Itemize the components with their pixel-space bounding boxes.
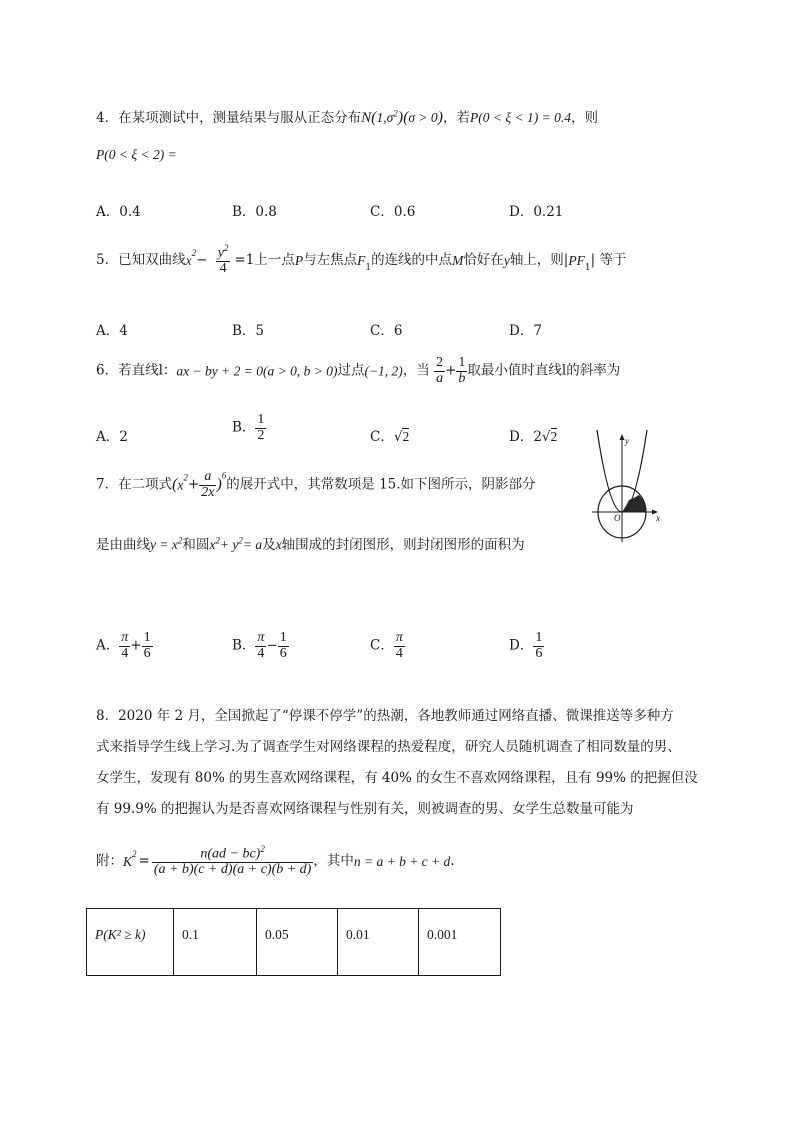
q7-stem-c: 是由曲线	[96, 537, 150, 553]
q4-option-b[interactable]: B．0.8	[232, 204, 277, 220]
q6-stem-d: 取最小值时直线l的斜率为	[467, 362, 621, 379]
q5-PF-sub: 1	[584, 263, 591, 274]
q7-circle-y: + y	[219, 537, 239, 552]
q7-label-x: x	[656, 513, 660, 523]
q7-label-o: O	[614, 513, 621, 523]
q7-circle-y-exp: 2	[238, 535, 243, 546]
q6-option-a[interactable]: A．2	[96, 429, 128, 445]
q6-option-b-den: 2	[257, 427, 265, 443]
q8-table-header: P(K² ≥ k)	[87, 909, 174, 976]
q6-option-b-num: 1	[257, 412, 265, 427]
q6-f1-num: 2	[436, 355, 444, 370]
q7-option-a-n1: π	[121, 630, 129, 645]
q8-table-cell-1: 0.1	[174, 909, 257, 976]
q6-fraction-2	[456, 356, 467, 386]
q7-option-d[interactable]	[509, 631, 544, 661]
q7-binom-exp: 6	[221, 470, 227, 481]
q5-y: y	[217, 245, 224, 261]
q8-where-label: ，其中	[313, 852, 354, 869]
q8-K-exp: 2	[132, 849, 137, 860]
q6-f2-num: 1	[458, 355, 466, 370]
q5-stem-c: 与左焦点	[303, 251, 358, 268]
q7-binom-den: 2x	[201, 484, 215, 500]
q6-option-b-fraction	[255, 413, 266, 443]
q7-option-b-op: −	[266, 637, 278, 654]
q8-line-3: 女学生，发现有 80% 的男生喜欢网络课程，有 40% 的女生不喜欢网络课程，且有 99% 的把握但没	[96, 770, 698, 786]
q5-F-sub: 1	[365, 263, 372, 274]
q7-option-a-n2: 1	[143, 630, 151, 645]
q5-stem-d: 的连线的中点	[371, 251, 453, 268]
q5-y-exp: 2	[223, 243, 229, 253]
q5-x: x	[185, 252, 192, 268]
q8-line-4: 有 99.9% 的把握认为是否喜欢网络课程与性别有关，则被调查的男、女学生总数量可能为	[96, 801, 634, 817]
q6-line-equation: ax − by + 2 = 0(a > 0, b > 0)	[176, 363, 338, 379]
q7-option-d-n1: 1	[535, 630, 543, 645]
q8-table-cell-3: 0.01	[338, 909, 419, 976]
q5-option-a[interactable]: A．4	[96, 323, 128, 339]
q6-point: (−1, 2)	[364, 363, 403, 379]
q7-stem-f: 轴围成的封闭图形，则封闭图形的面积为	[281, 537, 525, 553]
q7-option-a-label: A．	[96, 637, 120, 654]
q7-binom-x-exp: 2	[183, 472, 188, 483]
q7-option-a-frac2	[142, 631, 153, 661]
q7-option-d-frac	[533, 631, 544, 661]
q7-stem-b: 的展开式中，其常数项是 15.如下图所示，阴影部分	[226, 476, 536, 493]
q8-line-2: 式来指导学生线上学习.为了调查学生对网络课程的热爱程度，研究人员随机调查了相同数量的男、	[96, 739, 681, 755]
q6-stem-text: 6．若直线l：	[96, 362, 177, 379]
q7-stem-line1: 7．在二项式($x^2+$ $\frac{a}{2x}$ )$^6$的展开式中，其常数项是 15.如下图所示，阴影部分	[96, 469, 536, 500]
q7-circle-a: = a	[242, 537, 263, 552]
q6-f1-den: a	[436, 370, 444, 386]
q4-stem: 4．在某项测试中，测量结果与服从正态分布$N(1,\sigma^2)(\sigma > 0)$，若P(0 < ξ < 1) = 0.4，则	[96, 108, 598, 126]
q5-option-d[interactable]: D．7	[509, 323, 542, 339]
q7-stem-d: 和圆	[182, 537, 210, 553]
q8-where-eq: n = a + b + c + d	[353, 853, 451, 869]
q7-option-a-d1: 4	[121, 645, 129, 661]
q7-curve-exp: 2	[177, 535, 183, 546]
q5-P: P	[294, 252, 304, 268]
q7-option-a-op: +	[130, 637, 142, 654]
q5-eq1: =1	[234, 251, 255, 268]
q6-option-c-label: C．	[370, 429, 394, 445]
sqrt-icon: √	[541, 429, 551, 445]
q7-option-c-frac	[394, 631, 405, 661]
q7-option-c-d1: 4	[395, 645, 403, 661]
q7-option-c-label: C．	[370, 637, 394, 654]
q7-binom-plus: +	[187, 476, 200, 493]
q8-line-1: 8．2020 年 2 月，全国掀起了“停课不停学”的热潮，各地教师通过网络直播、微课推送等多种方	[96, 708, 674, 724]
q8-K: K	[123, 853, 133, 869]
q7-binom-x: x	[177, 477, 184, 493]
q4-stem-text-b: ，若	[443, 110, 470, 126]
q7-option-b-n1: π	[257, 630, 265, 645]
q5-M: M	[452, 252, 464, 268]
q6-option-c-radicand: 2	[402, 429, 410, 444]
q8-formula-num: n(ad − bc)	[200, 846, 261, 862]
q7-label-y: y	[625, 436, 629, 446]
q5-fraction	[216, 244, 231, 277]
q7-binom-num: a	[199, 470, 216, 486]
q6-option-c[interactable]	[370, 425, 409, 445]
q7-stem-e: 及	[262, 537, 276, 553]
q4-dist-cond: σ > 0	[408, 110, 438, 125]
q7-curve: y = x	[150, 537, 178, 552]
q4-dist-args: 1,σ	[376, 110, 394, 125]
q7-circle-x-exp: 2	[215, 535, 220, 546]
q4-option-a[interactable]: A．0.4	[96, 204, 141, 220]
q4-option-d[interactable]: D．0.21	[509, 204, 564, 220]
q7-option-a-d2: 6	[143, 645, 151, 661]
sqrt-icon: √	[393, 429, 403, 445]
q7-binom-fraction	[199, 470, 216, 500]
q8-eq: =	[138, 852, 150, 869]
q5-option-b[interactable]: B．5	[232, 323, 265, 339]
q7-option-b-n2: 1	[279, 630, 287, 645]
q7-option-b-label: B．	[232, 637, 256, 654]
table-row	[87, 909, 501, 976]
q7-option-b-d1: 4	[257, 645, 265, 661]
q7-option-c[interactable]	[370, 631, 405, 661]
q6-plus: +	[445, 362, 457, 379]
q8-appendix	[96, 845, 455, 878]
q6-option-d-label: D．2	[509, 429, 542, 445]
q6-fraction-1	[434, 356, 445, 386]
q7-option-b[interactable]	[232, 631, 289, 661]
q5-PF: PF	[568, 252, 585, 268]
q7-option-a-frac1	[119, 631, 130, 661]
q8-critical-table	[86, 908, 501, 976]
q5-stem-f: 轴上，则|	[509, 251, 569, 268]
q5-stem-b: 上一点	[254, 251, 295, 268]
q6-option-b[interactable]	[232, 413, 266, 443]
q4-dist-sq: 2	[393, 108, 398, 119]
q7-figure	[584, 428, 664, 546]
q6-f2-den: b	[458, 370, 466, 386]
q5-stem-text: 5．已知双曲线	[96, 251, 186, 268]
q5-option-c[interactable]: C．6	[370, 323, 403, 339]
q6-stem-b: 过点	[337, 362, 365, 379]
q4-dist-symbol: N	[361, 110, 372, 126]
q4-option-c[interactable]: C．0.6	[370, 204, 416, 220]
q7-option-b-frac2	[278, 631, 289, 661]
q6-option-b-label: B．	[232, 419, 256, 436]
q7-option-d-d1: 6	[535, 645, 543, 661]
q8-table-cell-2: 0.05	[257, 909, 338, 976]
q5-F: F	[357, 252, 366, 268]
q8-formula-num-exp: 2	[260, 844, 265, 854]
q6-stem	[96, 356, 620, 386]
q5-yaxis: y	[503, 252, 510, 268]
q4-stem-text-c: ，则	[570, 110, 598, 126]
q7-circle-x: x	[209, 537, 216, 552]
q7-option-c-n1: π	[395, 630, 403, 645]
q8-formula-den: (a + b)(c + d)(a + c)(b + d)	[153, 862, 312, 878]
q7-stem-text: 7．在二项式	[96, 476, 173, 493]
q5-den: 4	[219, 261, 227, 277]
q7-xaxis: x	[275, 537, 282, 552]
q5-x-exp: 2	[191, 248, 197, 259]
q4-stem-text: 4．在某项测试中，测量结果与服从正态分布	[96, 110, 362, 126]
q7-stem-line2	[96, 533, 525, 553]
q4-ask: P(0 < ξ < 2) =	[96, 147, 177, 162]
q8-formula-fraction	[152, 845, 314, 878]
q8-where-end: .	[450, 852, 455, 869]
q8-table-cell-4: 0.001	[419, 909, 501, 976]
q5-stem-g: | 等于	[590, 251, 627, 268]
q6-stem-c: ，当	[402, 362, 430, 379]
q6-option-d-radicand: 2	[550, 429, 558, 444]
q5-stem	[96, 244, 626, 277]
q5-stem-e: 恰好在	[463, 251, 504, 268]
q7-y-arrow-icon	[620, 434, 625, 440]
q4-given: P(0 < ξ < 1) = 0.4	[470, 110, 571, 125]
q7-option-a[interactable]	[96, 631, 153, 661]
q8-appendix-label: 附：	[96, 852, 123, 869]
q7-option-b-frac1	[255, 631, 266, 661]
q6-option-d[interactable]	[509, 425, 557, 445]
q7-option-b-d2: 6	[279, 645, 287, 661]
q7-option-d-label: D．	[509, 637, 534, 654]
q5-minus: −	[196, 251, 208, 268]
